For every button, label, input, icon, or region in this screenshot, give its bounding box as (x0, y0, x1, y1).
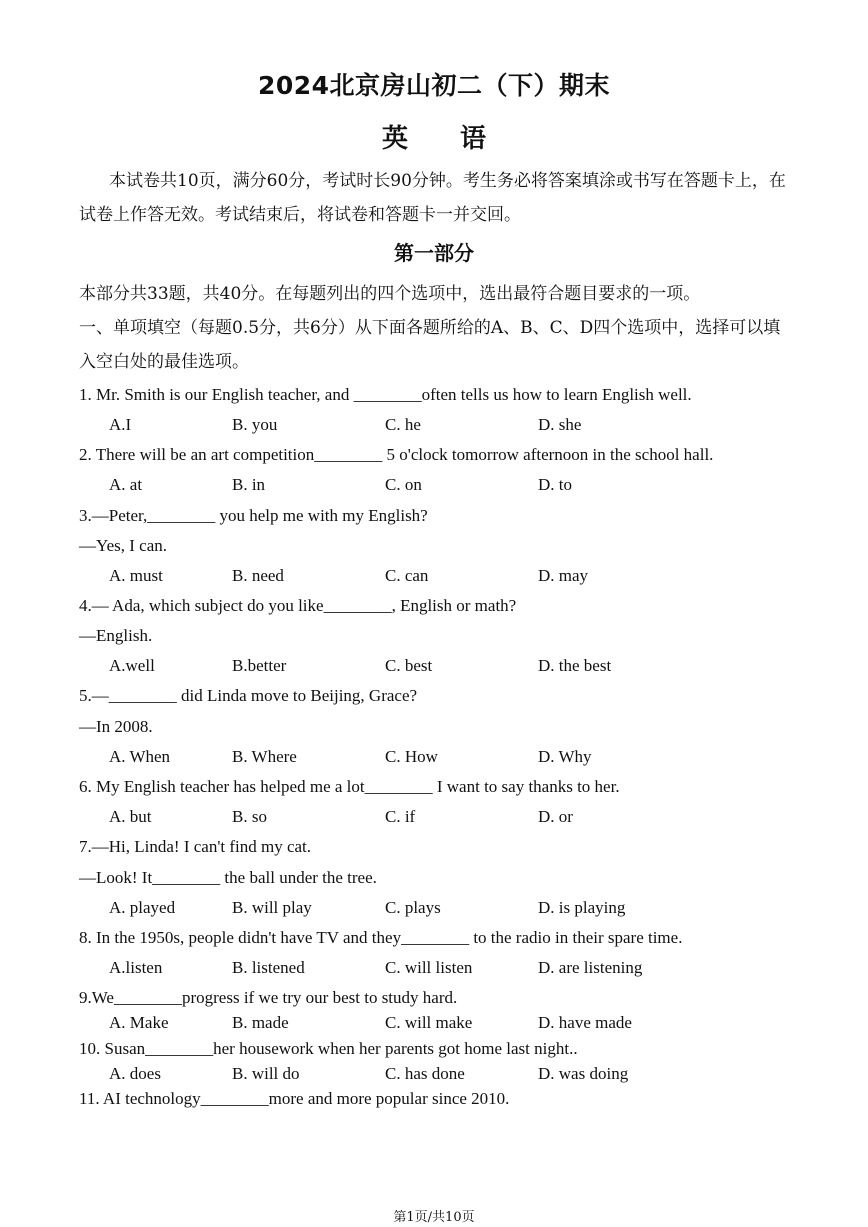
option-a: A. must (109, 566, 163, 585)
question-stem: 5.—________ did Linda move to Beijing, Grace? (79, 686, 418, 705)
option-b: B. so (232, 807, 267, 826)
option-c: C. How (385, 747, 438, 766)
option-b: B.better (232, 656, 287, 675)
option-d: D. have made (538, 1013, 632, 1032)
option-c: C. if (385, 807, 416, 826)
exam-instructions: 本试卷共10页，满分60分，考试时长90分钟。考生务必将答案填涂或书写在答题卡上，在试卷上作答无效。考试结束后，将试卷和答题卡一并交回。 (79, 171, 786, 225)
question-stem: 4.— Ada, which subject do you like________, English or math? (79, 596, 517, 615)
question-stem: 7.—Hi, Linda! I can't find my cat. (79, 837, 312, 856)
option-c: C. will listen (385, 958, 473, 977)
option-a: A.listen (109, 958, 163, 977)
option-b: B. you (232, 415, 278, 434)
question-stem: 6. My English teacher has helped me a lot________ I want to say thanks to her. (79, 777, 620, 796)
option-b: B. Where (232, 747, 297, 766)
question-stem: 1. Mr. Smith is our English teacher, and ________often tells us how to learn English well. (79, 385, 692, 404)
option-d: D. are listening (538, 958, 643, 977)
question-response: —In 2008. (79, 717, 153, 736)
option-c: C. best (385, 656, 433, 675)
option-c: C. on (385, 475, 422, 494)
question-stem: 8. In the 1950s, people didn't have TV and they________ to the radio in their spare time. (79, 928, 683, 947)
option-a: A. but (109, 807, 152, 826)
part-one-instructions: 一、单项填空（每题0.5分，共6分）从下面各题所给的A、B、C、D四个选项中，选择可以填入空白处的最佳选项。 (79, 318, 781, 372)
question-stem: 2. There will be an art competition________ 5 o'clock tomorrow afternoon in the school hall. (79, 445, 714, 464)
option-c: C. he (385, 415, 421, 434)
option-d: D. Why (538, 747, 592, 766)
section-note: 本部分共33题，共40分。在每题列出的四个选项中，选出最符合题目要求的一项。 (79, 284, 701, 304)
subject-title (0, 118, 868, 155)
option-a: A.I (109, 415, 132, 434)
option-b: B. in (232, 475, 266, 494)
option-b: B. will play (232, 898, 312, 917)
option-d: D. the best (538, 656, 612, 675)
question-response: —Yes, I can. (79, 536, 167, 555)
subject-title-right: 语 (460, 124, 487, 154)
option-d: D. is playing (538, 898, 626, 917)
question-stem: 9.We________progress if we try our best to study hard. (79, 988, 458, 1007)
option-a: A. When (109, 747, 171, 766)
option-d: D. she (538, 415, 582, 434)
option-b: B. listened (232, 958, 305, 977)
page-number: 第1页/共10页 (393, 1210, 475, 1225)
option-d: D. to (538, 475, 572, 494)
option-a: A.well (109, 656, 155, 675)
option-c: C. has done (385, 1064, 465, 1083)
option-a: A. does (109, 1064, 161, 1083)
option-b: B. need (232, 566, 284, 585)
question-stem: 3.—Peter,________ you help me with my English? (79, 506, 428, 525)
question-stem: 10. Susan________her housework when her parents got home last night.. (79, 1039, 578, 1058)
option-a: A. at (109, 475, 143, 494)
option-a: A. Make (109, 1013, 169, 1032)
option-b: B. made (232, 1013, 289, 1032)
question-response: —Look! It________ the ball under the tree. (79, 868, 377, 887)
question-stem: 11. AI technology________more and more popular since 2010. (79, 1089, 510, 1108)
option-b: B. will do (232, 1064, 300, 1083)
section-title: 第一部分 (394, 241, 474, 265)
option-d: D. was doing (538, 1064, 629, 1083)
option-c: C. can (385, 566, 429, 585)
option-c: C. plays (385, 898, 441, 917)
option-a: A. played (109, 898, 176, 917)
question-response: —English. (79, 626, 153, 645)
exam-title: 2024北京房山初二（下）期末 (257, 71, 611, 100)
option-c: C. will make (385, 1013, 473, 1032)
option-d: D. may (538, 566, 589, 585)
subject-title-left: 英 (381, 124, 408, 154)
option-d: D. or (538, 807, 573, 826)
